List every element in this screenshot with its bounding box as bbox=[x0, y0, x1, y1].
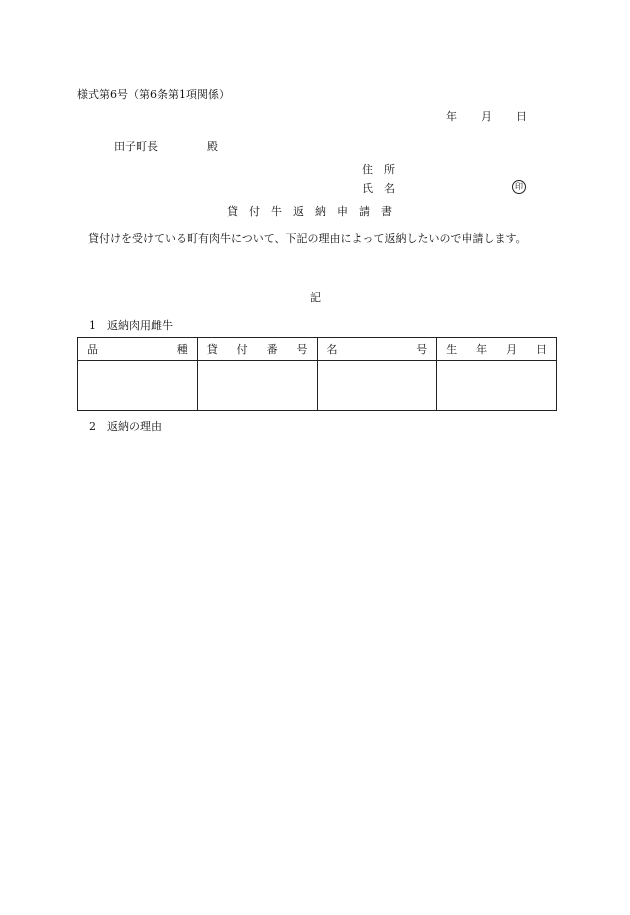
header-birth-date bbox=[437, 338, 557, 361]
cell-birth-date[interactable] bbox=[437, 361, 557, 411]
cell-loan-number[interactable] bbox=[197, 361, 317, 411]
header-name bbox=[317, 338, 437, 361]
header-birth-date-char-3: 月 bbox=[506, 343, 518, 356]
address-label: 住 所 bbox=[362, 163, 395, 176]
header-breed bbox=[78, 338, 198, 361]
header-name-char-1: 名 bbox=[326, 343, 338, 356]
note-label: 記 bbox=[310, 291, 321, 304]
seal-mark: 印 bbox=[512, 180, 526, 194]
name-label: 氏 名 bbox=[362, 182, 395, 195]
header-loan-number-char-2: 付 bbox=[236, 343, 248, 356]
cattle-table bbox=[77, 337, 557, 411]
date-day: 日 bbox=[516, 110, 527, 123]
date-month: 月 bbox=[481, 110, 492, 123]
header-birth-date-char-1: 生 bbox=[446, 343, 458, 356]
recipient-honorific: 殿 bbox=[207, 140, 218, 153]
table-header-row bbox=[78, 338, 557, 361]
section-2-heading: 2 返納の理由 bbox=[89, 420, 162, 433]
body-text: 貸付けを受けている町有肉牛について、下記の理由によって返納したいので申請します。 bbox=[77, 232, 527, 245]
header-birth-date-char-4: 日 bbox=[535, 343, 547, 356]
section-1-heading: 1 返納肉用雌牛 bbox=[89, 319, 173, 332]
cell-breed[interactable] bbox=[78, 361, 198, 411]
header-breed-char-1: 品 bbox=[87, 343, 98, 356]
header-loan-number-char-1: 貸 bbox=[206, 343, 218, 356]
header-loan-number-char-4: 号 bbox=[296, 343, 308, 356]
header-loan-number bbox=[197, 338, 317, 361]
header-birth-date-char-2: 年 bbox=[476, 343, 488, 356]
table-row bbox=[78, 361, 557, 411]
header-breed-char-2: 種 bbox=[176, 343, 188, 356]
document-title: 貸 付 牛 返 納 申 請 書 bbox=[227, 205, 392, 218]
recipient-name: 田子町長 bbox=[114, 140, 158, 153]
header-loan-number-char-3: 番 bbox=[266, 343, 278, 356]
cell-name[interactable] bbox=[317, 361, 437, 411]
header-name-char-2: 号 bbox=[416, 343, 428, 356]
date-year: 年 bbox=[446, 110, 457, 123]
form-number: 様式第6号（第6条第1項関係） bbox=[77, 88, 230, 101]
